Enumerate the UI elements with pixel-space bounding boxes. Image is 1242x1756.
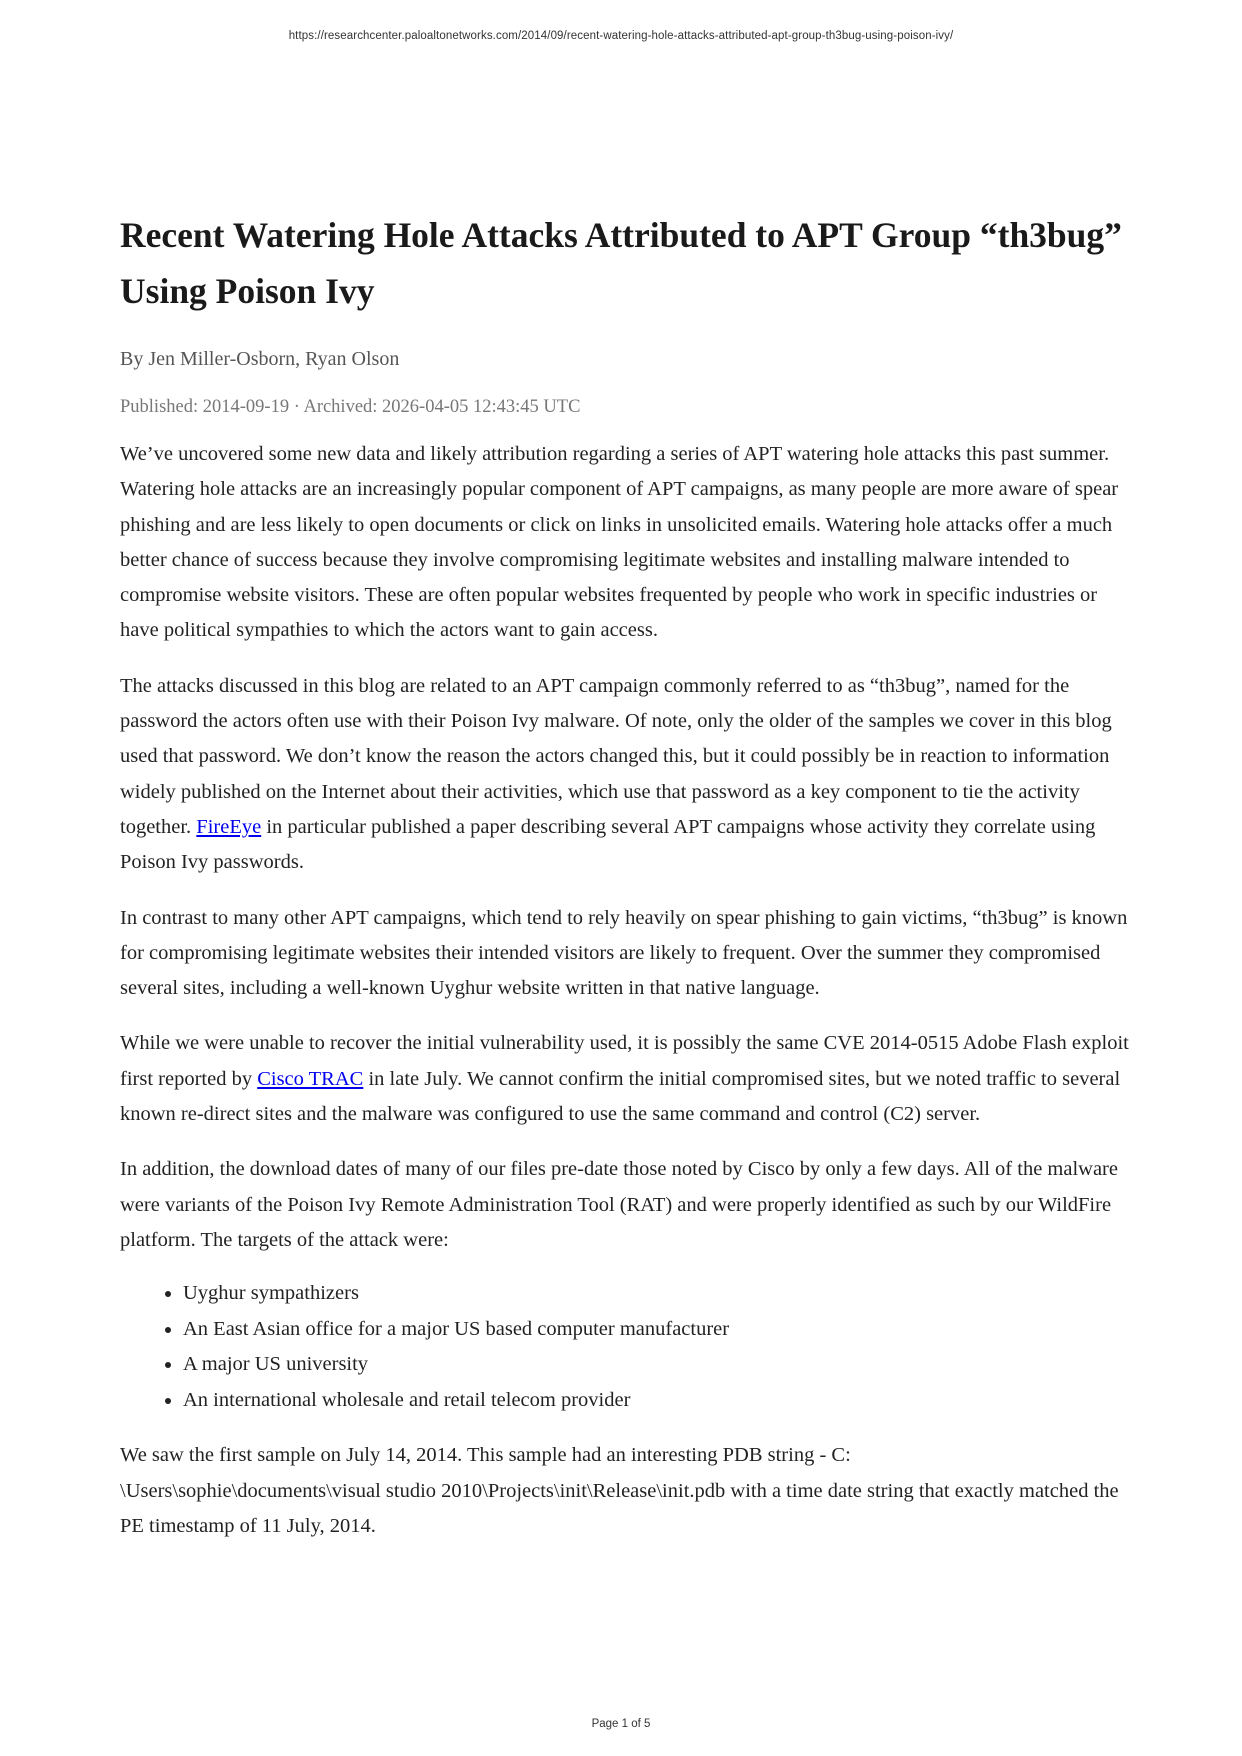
paragraph-download-dates: In addition, the download dates of many of our files pre-date those noted by Cisco by only a few days. All of the malware were variants of the Poison Ivy Remote Administration Tool (RAT) and were properly identified as such by our WildFire platform. The targets of the attack were: bbox=[120, 1158, 1118, 1251]
paragraph-vulnerability bbox=[120, 1026, 1130, 1132]
article-byline: By Jen Miller-Osborn, Ryan Olson bbox=[120, 348, 400, 370]
paragraph-contrast: In contrast to many other APT campaigns, which tend to rely heavily on spear phishing to gain victims, “th3bug” is known for compromising legitimate websites their intended visitors are likely to frequent. Over the summer they compromised several sites, including a well-known Uyghur website written in that native language. bbox=[120, 906, 1128, 1000]
paragraph-text: The attacks discussed in this blog are related to an APT campaign commonly referred to as “th3bug”, named for the password the actors often use with their Poison Ivy malware. Of note, only the older of the samples we cover in this blog used that password. We don’t know the reason the actors changed this, but it could possibly be in reaction to information widely published on the Internet about their activities, which use that password as a key component to tie the activity together. bbox=[120, 674, 1112, 838]
targets-list bbox=[120, 1276, 1130, 1418]
list-item: • A major US university bbox=[183, 1347, 1130, 1383]
list-item: • An East Asian office for a major US based computer manufacturer bbox=[183, 1312, 1130, 1348]
paragraph-text: We saw the first sample on July 14, 2014. This sample had an interesting PDB string - C: bbox=[120, 1444, 851, 1467]
article-meta: Published: 2014-09-19 · Archived: 2026-04-05 12:43:45 UTC bbox=[120, 397, 581, 417]
article bbox=[120, 207, 1130, 1544]
list-item: • An international wholesale and retail telecom provider bbox=[183, 1383, 1130, 1419]
paragraph-text: in late July. We cannot confirm the initial compromised sites, but we noted traffic to several known re-direct sites and the malware was configured to use the same command and control (C2) server. bbox=[120, 1067, 1121, 1126]
cisco-trac-link[interactable]: Cisco TRAC bbox=[257, 1067, 364, 1090]
fireeye-link[interactable]: FireEye bbox=[196, 815, 262, 838]
list-item: • Uyghur sympathizers bbox=[183, 1276, 1130, 1312]
paragraph-text: \Users\sophie\documents\visual studio 2010\Projects\init\Release\init.pdb with a time date string that exactly matched the PE timestamp of 11 July, 2014. bbox=[120, 1479, 1119, 1537]
paragraph-text: While we were unable to recover the initial vulnerability used, it is possibly the same CVE 2014-0515 Adobe Flash exploit first reported by bbox=[120, 1032, 1129, 1090]
source-url: https://researchcenter.paloaltonetworks.com/2014/09/recent-watering-hole-attacks-attributed-apt-group-th3bug-using-poison-ivy/ bbox=[288, 30, 954, 42]
article-title: Recent Watering Hole Attacks Attributed to APT Group “th3bug” Using Poison Ivy bbox=[120, 215, 1122, 311]
paragraph-intro: We’ve uncovered some new data and likely attribution regarding a series of APT watering hole attacks this past summer. Watering hole attacks are an increasingly popular component of APT campaigns, as many people are more aware of spear phishing and are less likely to open documents or click on links in unsolicited emails. Watering hole attacks offer a much better chance of success because they involve compromising legitimate websites and installing malware intended to compromise website visitors. These are often popular websites frequented by people who work in specific industries or have political sympathies to which the actors want to gain access. bbox=[120, 443, 1119, 642]
paragraph-text: in particular published a paper describing several APT campaigns whose activity they correlate using Poison Ivy passwords. bbox=[120, 815, 1096, 874]
paragraph-th3bug bbox=[120, 669, 1130, 881]
page-number: Page 1 of 5 bbox=[591, 1718, 651, 1730]
paragraph-first-sample bbox=[120, 1438, 1130, 1544]
